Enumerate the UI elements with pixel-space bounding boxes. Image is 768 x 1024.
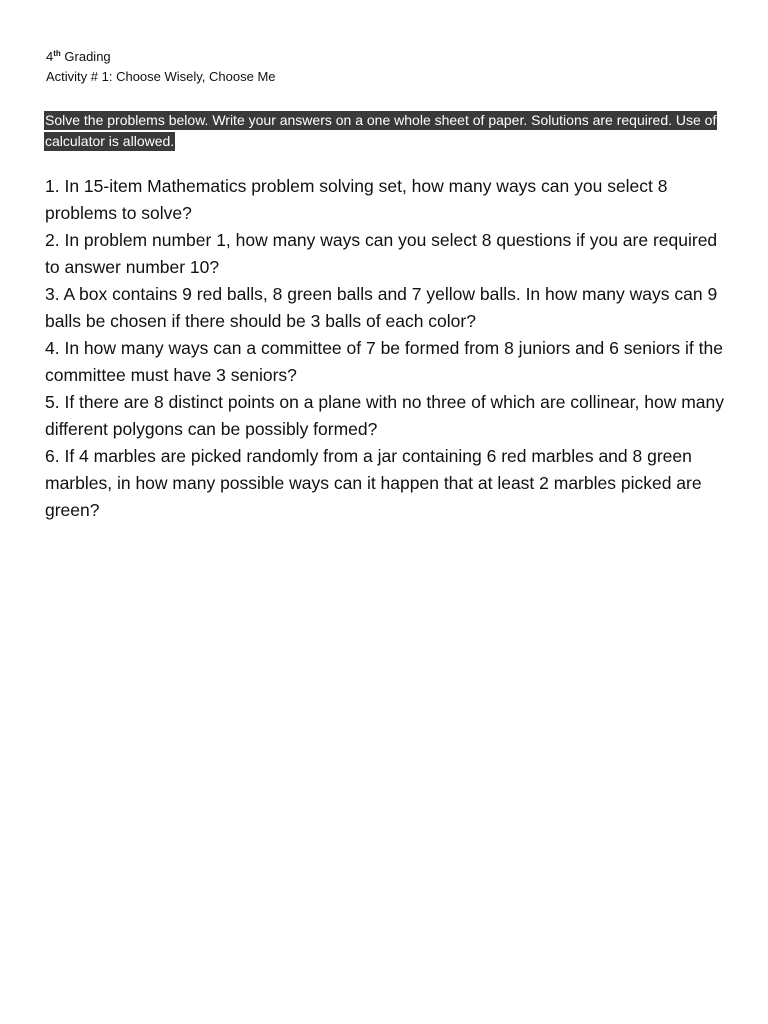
problem-item: 5. If there are 8 distinct points on a plane with no three of which are collinear, how many different polygons can be possibly formed?	[45, 392, 724, 439]
problem-list	[45, 173, 730, 524]
problem-item: 4. In how many ways can a committee of 7 be formed from 8 juniors and 6 seniors if the committee must have 3 seniors?	[45, 338, 723, 385]
instructions-text: Solve the problems below. Write your answers on a one whole sheet of paper. Solutions are required. Use of calculator is allowed.	[45, 112, 717, 149]
problem-item: 6. If 4 marbles are picked randomly from a jar containing 6 red marbles and 8 green marbles, in how many possible ways can it happen that at least 2 marbles picked are green?	[45, 446, 702, 520]
problem-item: 2. In problem number 1, how many ways can you select 8 questions if you are required to answer number 10?	[45, 230, 718, 277]
grading-label: Grading	[60, 49, 111, 64]
problem-item: 1. In 15-item Mathematics problem solving set, how many ways can you select 8 problems to solve?	[45, 176, 668, 223]
instructions-block	[44, 110, 734, 152]
document-header	[46, 47, 726, 87]
grading-number: 4	[46, 49, 54, 64]
grading-line	[46, 47, 726, 67]
activity-title: Activity # 1: Choose Wisely, Choose Me	[46, 69, 276, 84]
problem-item: 3. A box contains 9 red balls, 8 green balls and 7 yellow balls. In how many ways can 9 balls be chosen if there should be 3 balls of each color?	[45, 284, 718, 331]
grading-ordinal-suffix: th	[53, 49, 61, 58]
